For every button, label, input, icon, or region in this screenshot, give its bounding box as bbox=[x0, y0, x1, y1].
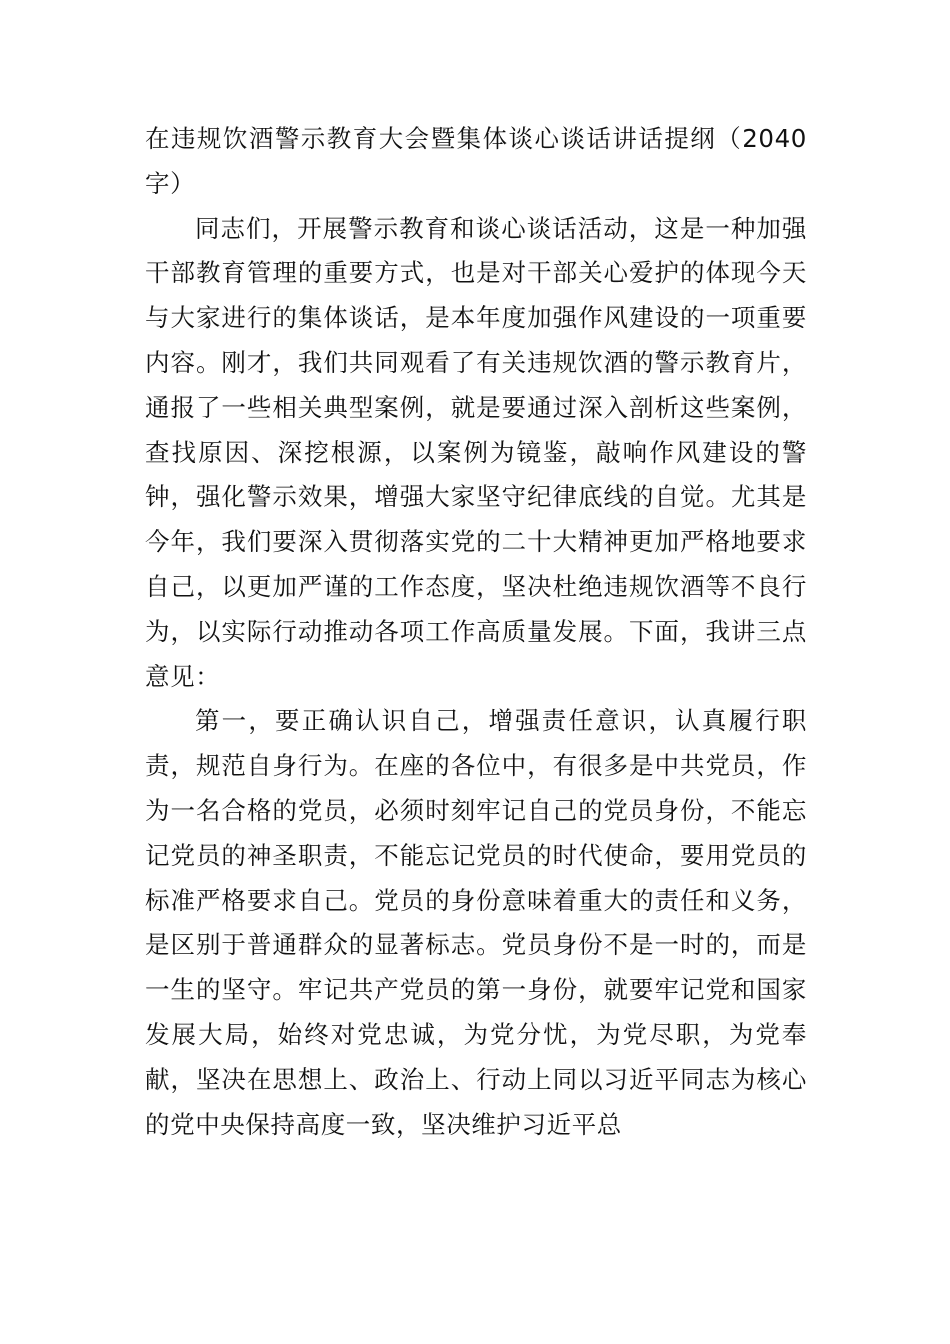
paragraph-point-one: 第一，要正确认识自己，增强责任意识，认真履行职责，规范自身行为。在座的各位中，有很多是中共党员，作为一名合格的党员，必须时刻牢记自己的党员身份，不能忘记党员的神圣职责，不能忘记党员的时代使命，要用党员的标准严格要求自己。党员的身份意味着重大的责任和义务，是区别于普通群众的显著标志。党员身份不是一时的，而是一生的坚守。牢记共产党员的第一身份，就要牢记党和国家发展大局，始终对党忠诚，为党分忧，为党尽职，为党奉献，坚决在思想上、政治上、行动上同以习近平同志为核心的党中央保持高度一致，坚决维护习近平总 bbox=[145, 706, 807, 1139]
document-body bbox=[145, 117, 807, 1147]
paragraph-intro: 同志们，开展警示教育和谈心谈话活动，这是一种加强干部教育管理的重要方式，也是对干部关心爱护的体现今天与大家进行的集体谈话，是本年度加强作风建设的一项重要内容。刚才，我们共同观看了有关违规饮酒的警示教育片，通报了一些相关典型案例，就是要通过深入剖析这些案例，查找原因、深挖根源，以案例为镜鉴，敲响作风建设的警钟，强化警示效果，增强大家坚守纪律底线的自觉。尤其是今年，我们要深入贯彻落实党的二十大精神更加严格地要求自己，以更加严谨的工作态度，坚决杜绝违规饮酒等不良行为，以实际行动推动各项工作高质量发展。下面，我讲三点意见： bbox=[145, 213, 807, 691]
document-title: 在违规饮酒警示教育大会暨集体谈心谈话讲话提纲（2040字） bbox=[145, 124, 807, 198]
